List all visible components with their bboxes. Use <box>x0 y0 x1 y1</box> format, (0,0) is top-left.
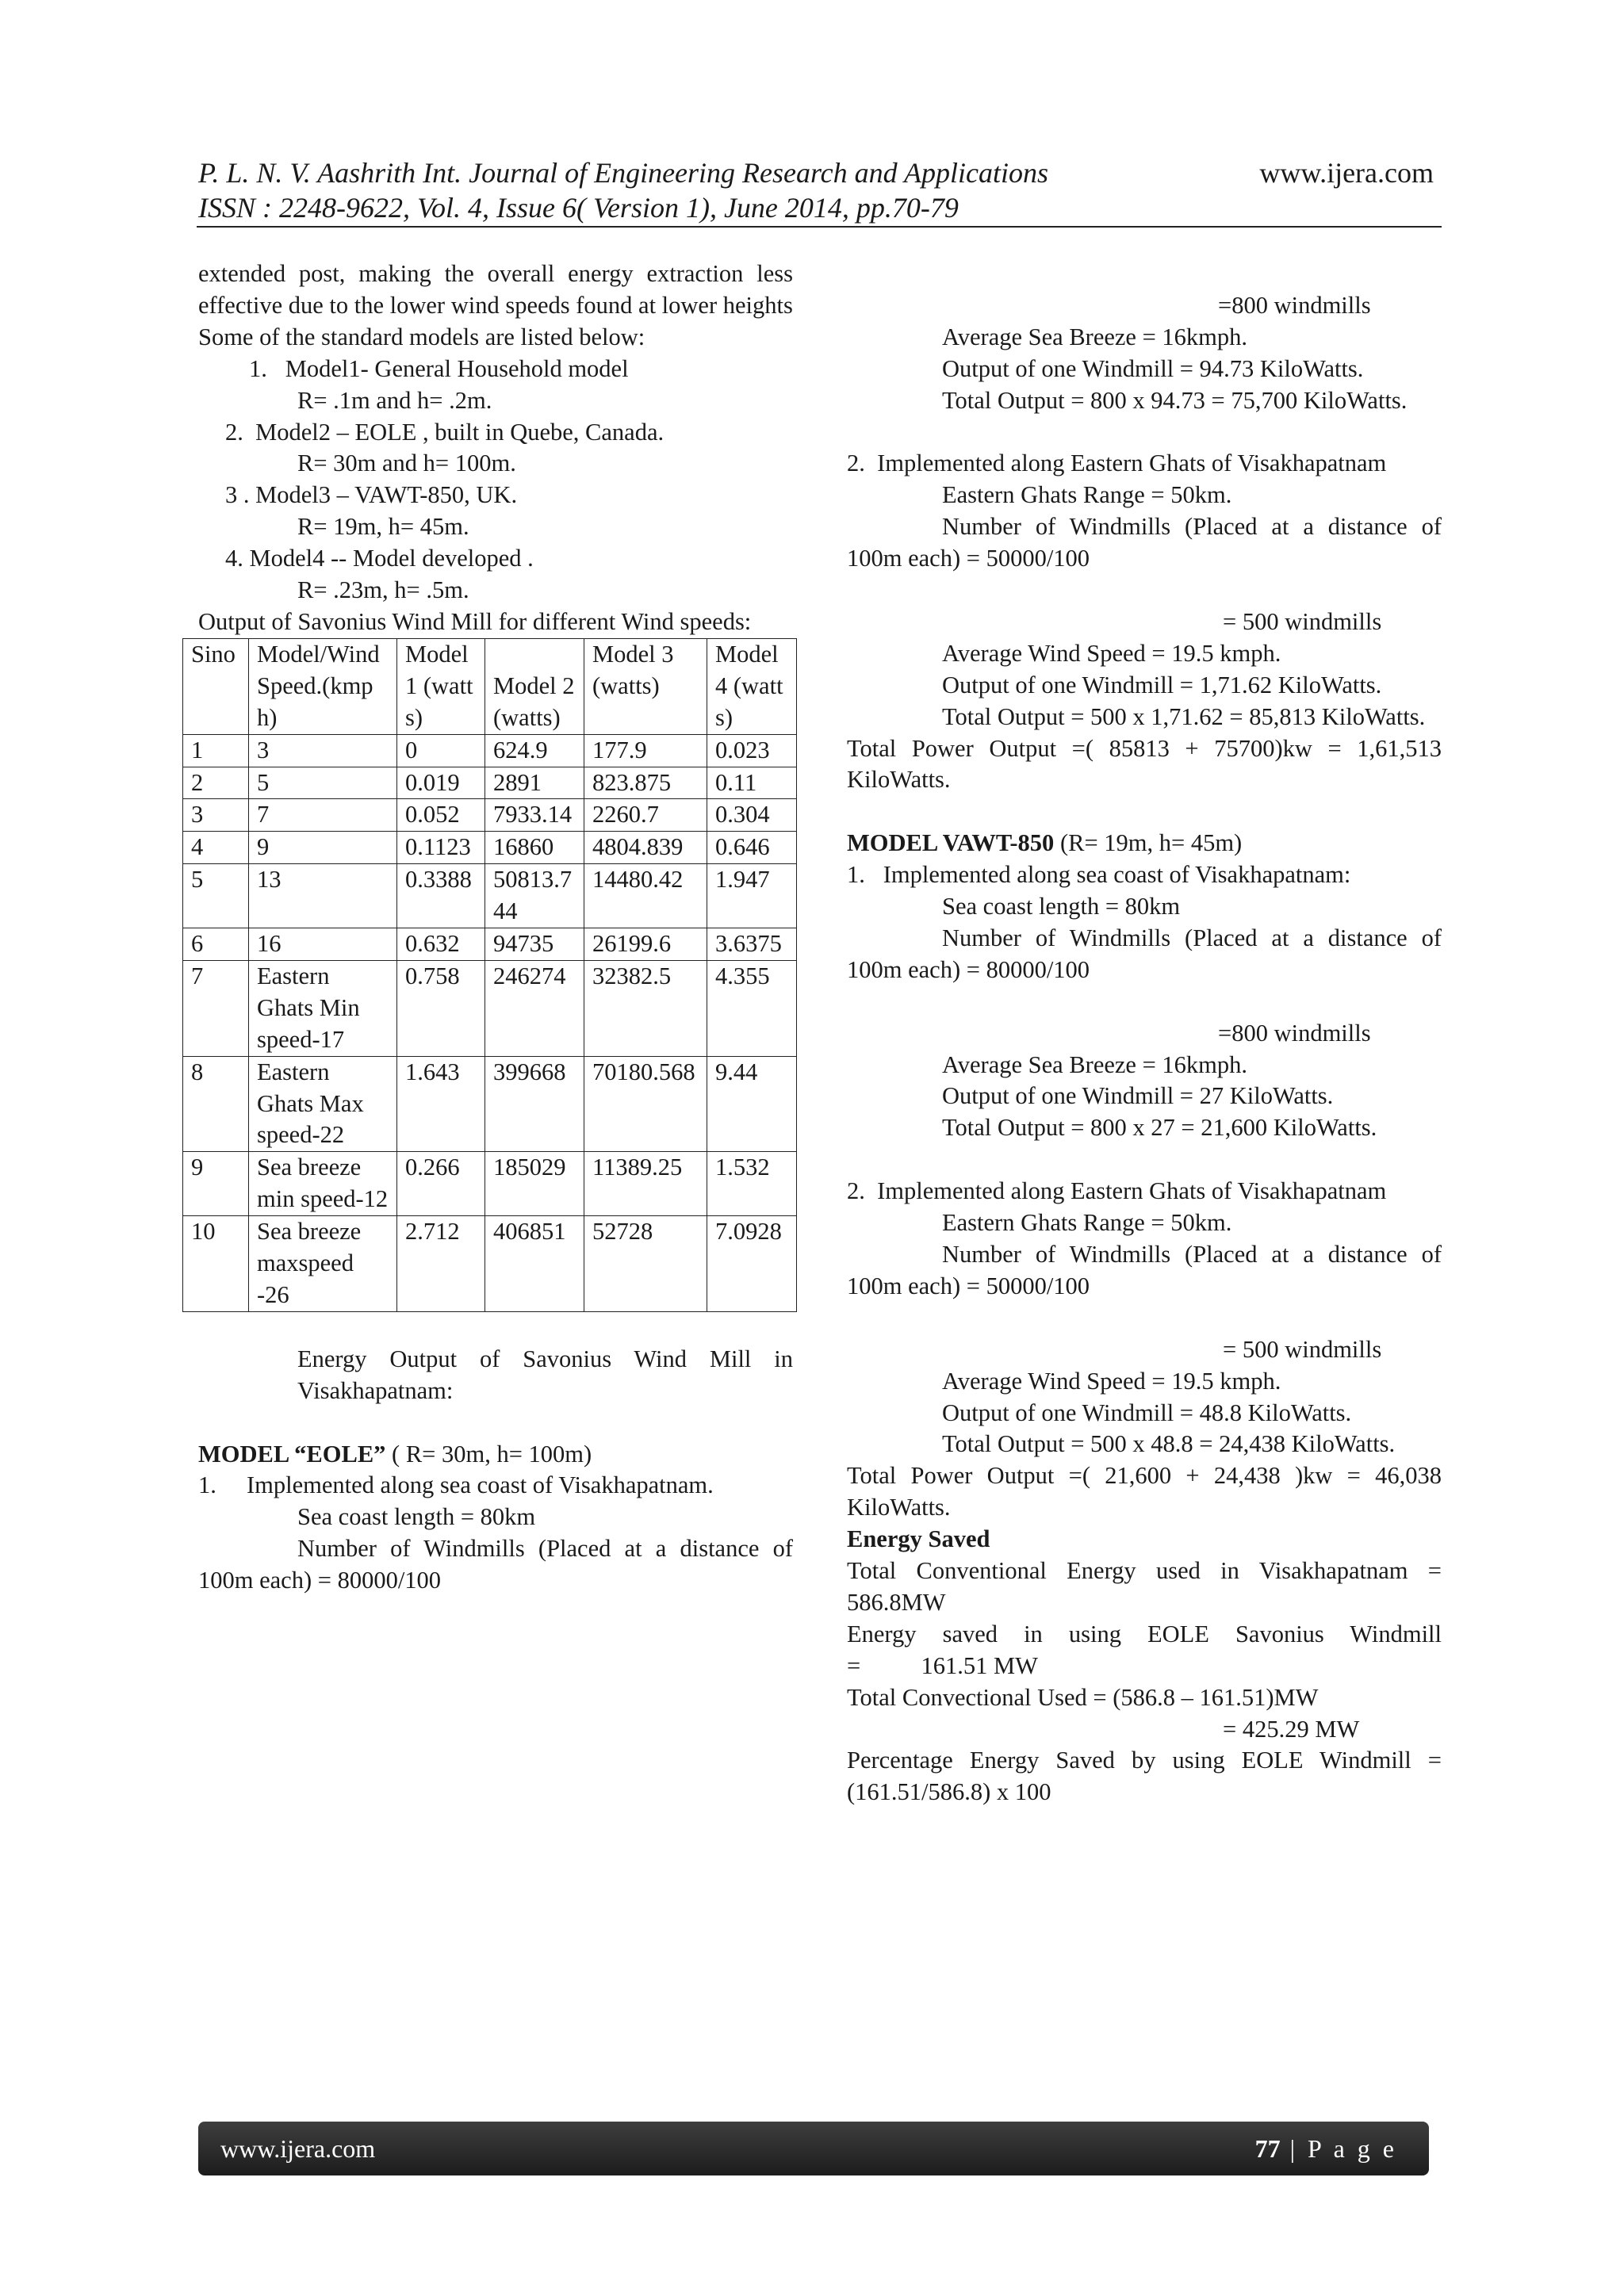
table-row <box>183 1216 797 1312</box>
table-cell: 2260.7 <box>584 799 707 832</box>
table-cell: 94735 <box>485 928 584 961</box>
wind-output-table <box>182 638 797 1312</box>
table-cell: 6 <box>183 928 249 961</box>
table-cell: 26199.6 <box>584 928 707 961</box>
journal-url[interactable]: www.ijera.com <box>1259 157 1434 189</box>
conventional-energy: Total Conventional Energy used in Visakhapatnam = 586.8MW <box>847 1557 1442 1616</box>
table-cell: 16 <box>249 928 397 961</box>
table-row <box>183 864 797 928</box>
table-cell: 9 <box>183 1152 249 1216</box>
table-row <box>183 928 797 961</box>
table-cell: 3 <box>183 799 249 832</box>
vawt-equals-800: =800 windmills <box>1218 1019 1371 1047</box>
table-cell: 0.632 <box>397 928 485 961</box>
table-cell: 1 <box>183 734 249 767</box>
models-intro: Some of the standard models are listed below: <box>198 323 645 350</box>
vawt-wind-speed: Average Wind Speed = 19.5 kmph. <box>942 1367 1281 1395</box>
model-2-params: R= 30m and h= 100m. <box>297 450 516 477</box>
eole-sea-breeze: Average Sea Breeze = 16kmph. <box>942 323 1248 350</box>
vawt-total-output-1: Total Output = 800 x 27 = 21,600 KiloWatts. <box>942 1114 1377 1142</box>
table-row <box>183 960 797 1056</box>
table-cell: Sea breeze maxspeed -26 <box>249 1216 397 1312</box>
intro-paragraph: extended post, making the overall energy extraction less effective due to the lower wind speeds found at lower heights <box>198 260 793 319</box>
table-cell: 7 <box>249 799 397 832</box>
table-cell: 4 <box>183 832 249 864</box>
table-cell: 0.019 <box>397 767 485 799</box>
eole-item-2: 2. Implemented along Eastern Ghats of Visakhapatnam <box>847 450 1387 477</box>
eole-windmill-count: Number of Windmills (Placed at a distance of 100m each) = 80000/100 <box>198 1535 793 1594</box>
energy-output-heading: Energy Output of Savonius Wind Mill in Visakhapatnam: <box>297 1345 793 1404</box>
table-cell: 2.712 <box>397 1216 485 1312</box>
table-cell: 9.44 <box>707 1056 797 1152</box>
header-cell: Model 1 (watts) <box>397 638 485 734</box>
table-cell: 0 <box>397 734 485 767</box>
table-cell: 2 <box>183 767 249 799</box>
table-cell: 0.758 <box>397 960 485 1056</box>
table-cell: 5 <box>249 767 397 799</box>
eole-coast-length: Sea coast length = 80km <box>297 1503 536 1531</box>
model-1-item: 1. Model1- General Household model <box>249 354 629 382</box>
vawt-output-one-2: Output of one Windmill = 48.8 KiloWatts. <box>942 1399 1352 1426</box>
vawt-coast-length: Sea coast length = 80km <box>942 893 1181 920</box>
eole-heading <box>198 1439 793 1471</box>
left-column <box>191 258 793 1597</box>
eole-output-one: Output of one Windmill = 94.73 KiloWatts. <box>942 354 1364 382</box>
table-cell: 7.0928 <box>707 1216 797 1312</box>
header-cell: Sino <box>183 638 249 734</box>
table-cell: 32382.5 <box>584 960 707 1056</box>
eole-title: MODEL “EOLE” <box>198 1440 386 1468</box>
table-cell: 9 <box>249 832 397 864</box>
journal-title: P. L. N. V. Aashrith Int. Journal of Engineering Research and Applications <box>198 157 1048 189</box>
table-cell: 7933.14 <box>485 799 584 832</box>
table-cell: 3 <box>249 734 397 767</box>
issn-line: ISSN : 2248-9622, Vol. 4, Issue 6( Version 1), June 2014, pp.70-79 <box>198 192 959 224</box>
page-num: 77 <box>1254 2134 1281 2163</box>
header-cell: Model/Wind Speed.(kmph) <box>249 638 397 734</box>
header-cell: Model 3 (watts) <box>584 638 707 734</box>
table-cell: 0.1123 <box>397 832 485 864</box>
header-cell: Model 2 (watts) <box>485 638 584 734</box>
table-cell: 823.875 <box>584 767 707 799</box>
eole-ghats-range: Eastern Ghats Range = 50km. <box>942 481 1232 509</box>
table-row <box>183 1056 797 1152</box>
conventional-used-value: = 425.29 MW <box>1223 1715 1360 1743</box>
page-footer <box>198 2122 1429 2175</box>
vawt-ghats-range: Eastern Ghats Range = 50km. <box>942 1209 1232 1237</box>
right-column <box>847 258 1442 1808</box>
table-cell: 624.9 <box>485 734 584 767</box>
eole-windmill-count-2: Number of Windmills (Placed at a distance of 100m each) = 50000/100 <box>847 513 1442 572</box>
eole-item-1: 1. Implemented along sea coast of Visakhapatnam. <box>198 1471 714 1499</box>
header-rule <box>197 226 1442 228</box>
table-cell: 1.947 <box>707 864 797 928</box>
table-cell: 0.266 <box>397 1152 485 1216</box>
table-row <box>183 767 797 799</box>
table-header-row <box>183 638 797 734</box>
eole-total-output-1: Total Output = 800 x 94.73 = 75,700 KiloWatts. <box>942 386 1408 414</box>
eole-total-output-2: Total Output = 500 x 1,71.62 = 85,813 KiloWatts. <box>942 702 1426 730</box>
model-2-item: 2. Model2 – EOLE , built in Quebe, Canada. <box>225 418 665 446</box>
vawt-equals-500: = 500 windmills <box>1223 1335 1382 1363</box>
percentage-saved: Percentage Energy Saved by using EOLE Windmill = (161.51/586.8) x 100 <box>847 1747 1442 1806</box>
model-3-item: 3 . Model3 – VAWT-850, UK. <box>225 481 518 509</box>
table-cell: 1.532 <box>707 1152 797 1216</box>
table-caption: Output of Savonius Wind Mill for different Wind speeds: <box>198 607 752 635</box>
vawt-total-power: Total Power Output =( 21,600 + 24,438 )kw = 46,038 KiloWatts. <box>847 1462 1442 1521</box>
table-cell: 246274 <box>485 960 584 1056</box>
table-cell: 4804.839 <box>584 832 707 864</box>
eole-output-one-2: Output of one Windmill = 1,71.62 KiloWatts. <box>942 671 1382 698</box>
table-cell: 50813.744 <box>485 864 584 928</box>
table-cell: 399668 <box>485 1056 584 1152</box>
energy-saved-eole-value: = 161.51 MW <box>847 1651 1038 1679</box>
vawt-heading <box>847 828 1442 859</box>
eole-equals-800: =800 windmills <box>1218 291 1371 319</box>
model-4-params: R= .23m, h= .5m. <box>297 576 469 604</box>
table-cell: Eastern Ghats Min speed-17 <box>249 960 397 1056</box>
energy-saved-eole: Energy saved in using EOLE Savonius Windmill <box>847 1620 1442 1647</box>
table-cell: 0.304 <box>707 799 797 832</box>
table-cell: 2891 <box>485 767 584 799</box>
table-cell: 5 <box>183 864 249 928</box>
energy-saved-title: Energy Saved <box>847 1525 990 1553</box>
table-row <box>183 734 797 767</box>
table-cell: 4.355 <box>707 960 797 1056</box>
model-3-params: R= 19m, h= 45m. <box>297 513 469 541</box>
table-cell: Eastern Ghats Max speed-22 <box>249 1056 397 1152</box>
footer-url[interactable]: www.ijera.com <box>220 2134 376 2163</box>
table-cell: Sea breeze min speed-12 <box>249 1152 397 1216</box>
table-cell: 10 <box>183 1216 249 1312</box>
page-number <box>1255 2131 1397 2166</box>
table-cell: 177.9 <box>584 734 707 767</box>
eole-wind-speed: Average Wind Speed = 19.5 kmph. <box>942 639 1281 667</box>
vawt-windmill-count: Number of Windmills (Placed at a distance of 100m each) = 80000/100 <box>847 924 1442 983</box>
page-label: | P a g e <box>1280 2134 1397 2163</box>
eole-equals-500: = 500 windmills <box>1223 607 1382 635</box>
vawt-total-output-2: Total Output = 500 x 48.8 = 24,438 KiloWatts. <box>942 1430 1396 1458</box>
conventional-used: Total Convectional Used = (586.8 – 161.51)MW <box>847 1683 1319 1711</box>
model-1-params: R= .1m and h= .2m. <box>297 386 492 414</box>
table-row <box>183 832 797 864</box>
table-cell: 14480.42 <box>584 864 707 928</box>
table-cell: 70180.568 <box>584 1056 707 1152</box>
eole-total-power: Total Power Output =( 85813 + 75700)kw = 1,61,513 KiloWatts. <box>847 734 1442 794</box>
table-cell: 3.6375 <box>707 928 797 961</box>
header-cell: Model 4 (watts) <box>707 638 797 734</box>
vawt-item-1: 1. Implemented along sea coast of Visakhapatnam: <box>847 861 1351 889</box>
table-cell: 8 <box>183 1056 249 1152</box>
vawt-item-2: 2. Implemented along Eastern Ghats of Visakhapatnam <box>847 1177 1387 1205</box>
table-cell: 13 <box>249 864 397 928</box>
table-cell: 1.643 <box>397 1056 485 1152</box>
table-cell: 16860 <box>485 832 584 864</box>
table-cell: 0.646 <box>707 832 797 864</box>
table-cell: 0.023 <box>707 734 797 767</box>
table-cell: 11389.25 <box>584 1152 707 1216</box>
vawt-title: MODEL VAWT-850 <box>847 829 1055 857</box>
model-4-item: 4. Model4 -- Model developed . <box>225 545 534 572</box>
eole-params: ( R= 30m, h= 100m) <box>385 1440 592 1468</box>
table-cell: 0.052 <box>397 799 485 832</box>
table-cell: 52728 <box>584 1216 707 1312</box>
table-cell: 7 <box>183 960 249 1056</box>
table-cell: 185029 <box>485 1152 584 1216</box>
table-cell: 406851 <box>485 1216 584 1312</box>
vawt-sea-breeze: Average Sea Breeze = 16kmph. <box>942 1050 1248 1078</box>
table-cell: 0.3388 <box>397 864 485 928</box>
vawt-params: (R= 19m, h= 45m) <box>1054 829 1243 857</box>
table-row <box>183 799 797 832</box>
table-cell: 0.11 <box>707 767 797 799</box>
vawt-windmill-count-2: Number of Windmills (Placed at a distance of 100m each) = 50000/100 <box>847 1241 1442 1299</box>
table-row <box>183 1152 797 1216</box>
vawt-output-one: Output of one Windmill = 27 KiloWatts. <box>942 1082 1334 1110</box>
